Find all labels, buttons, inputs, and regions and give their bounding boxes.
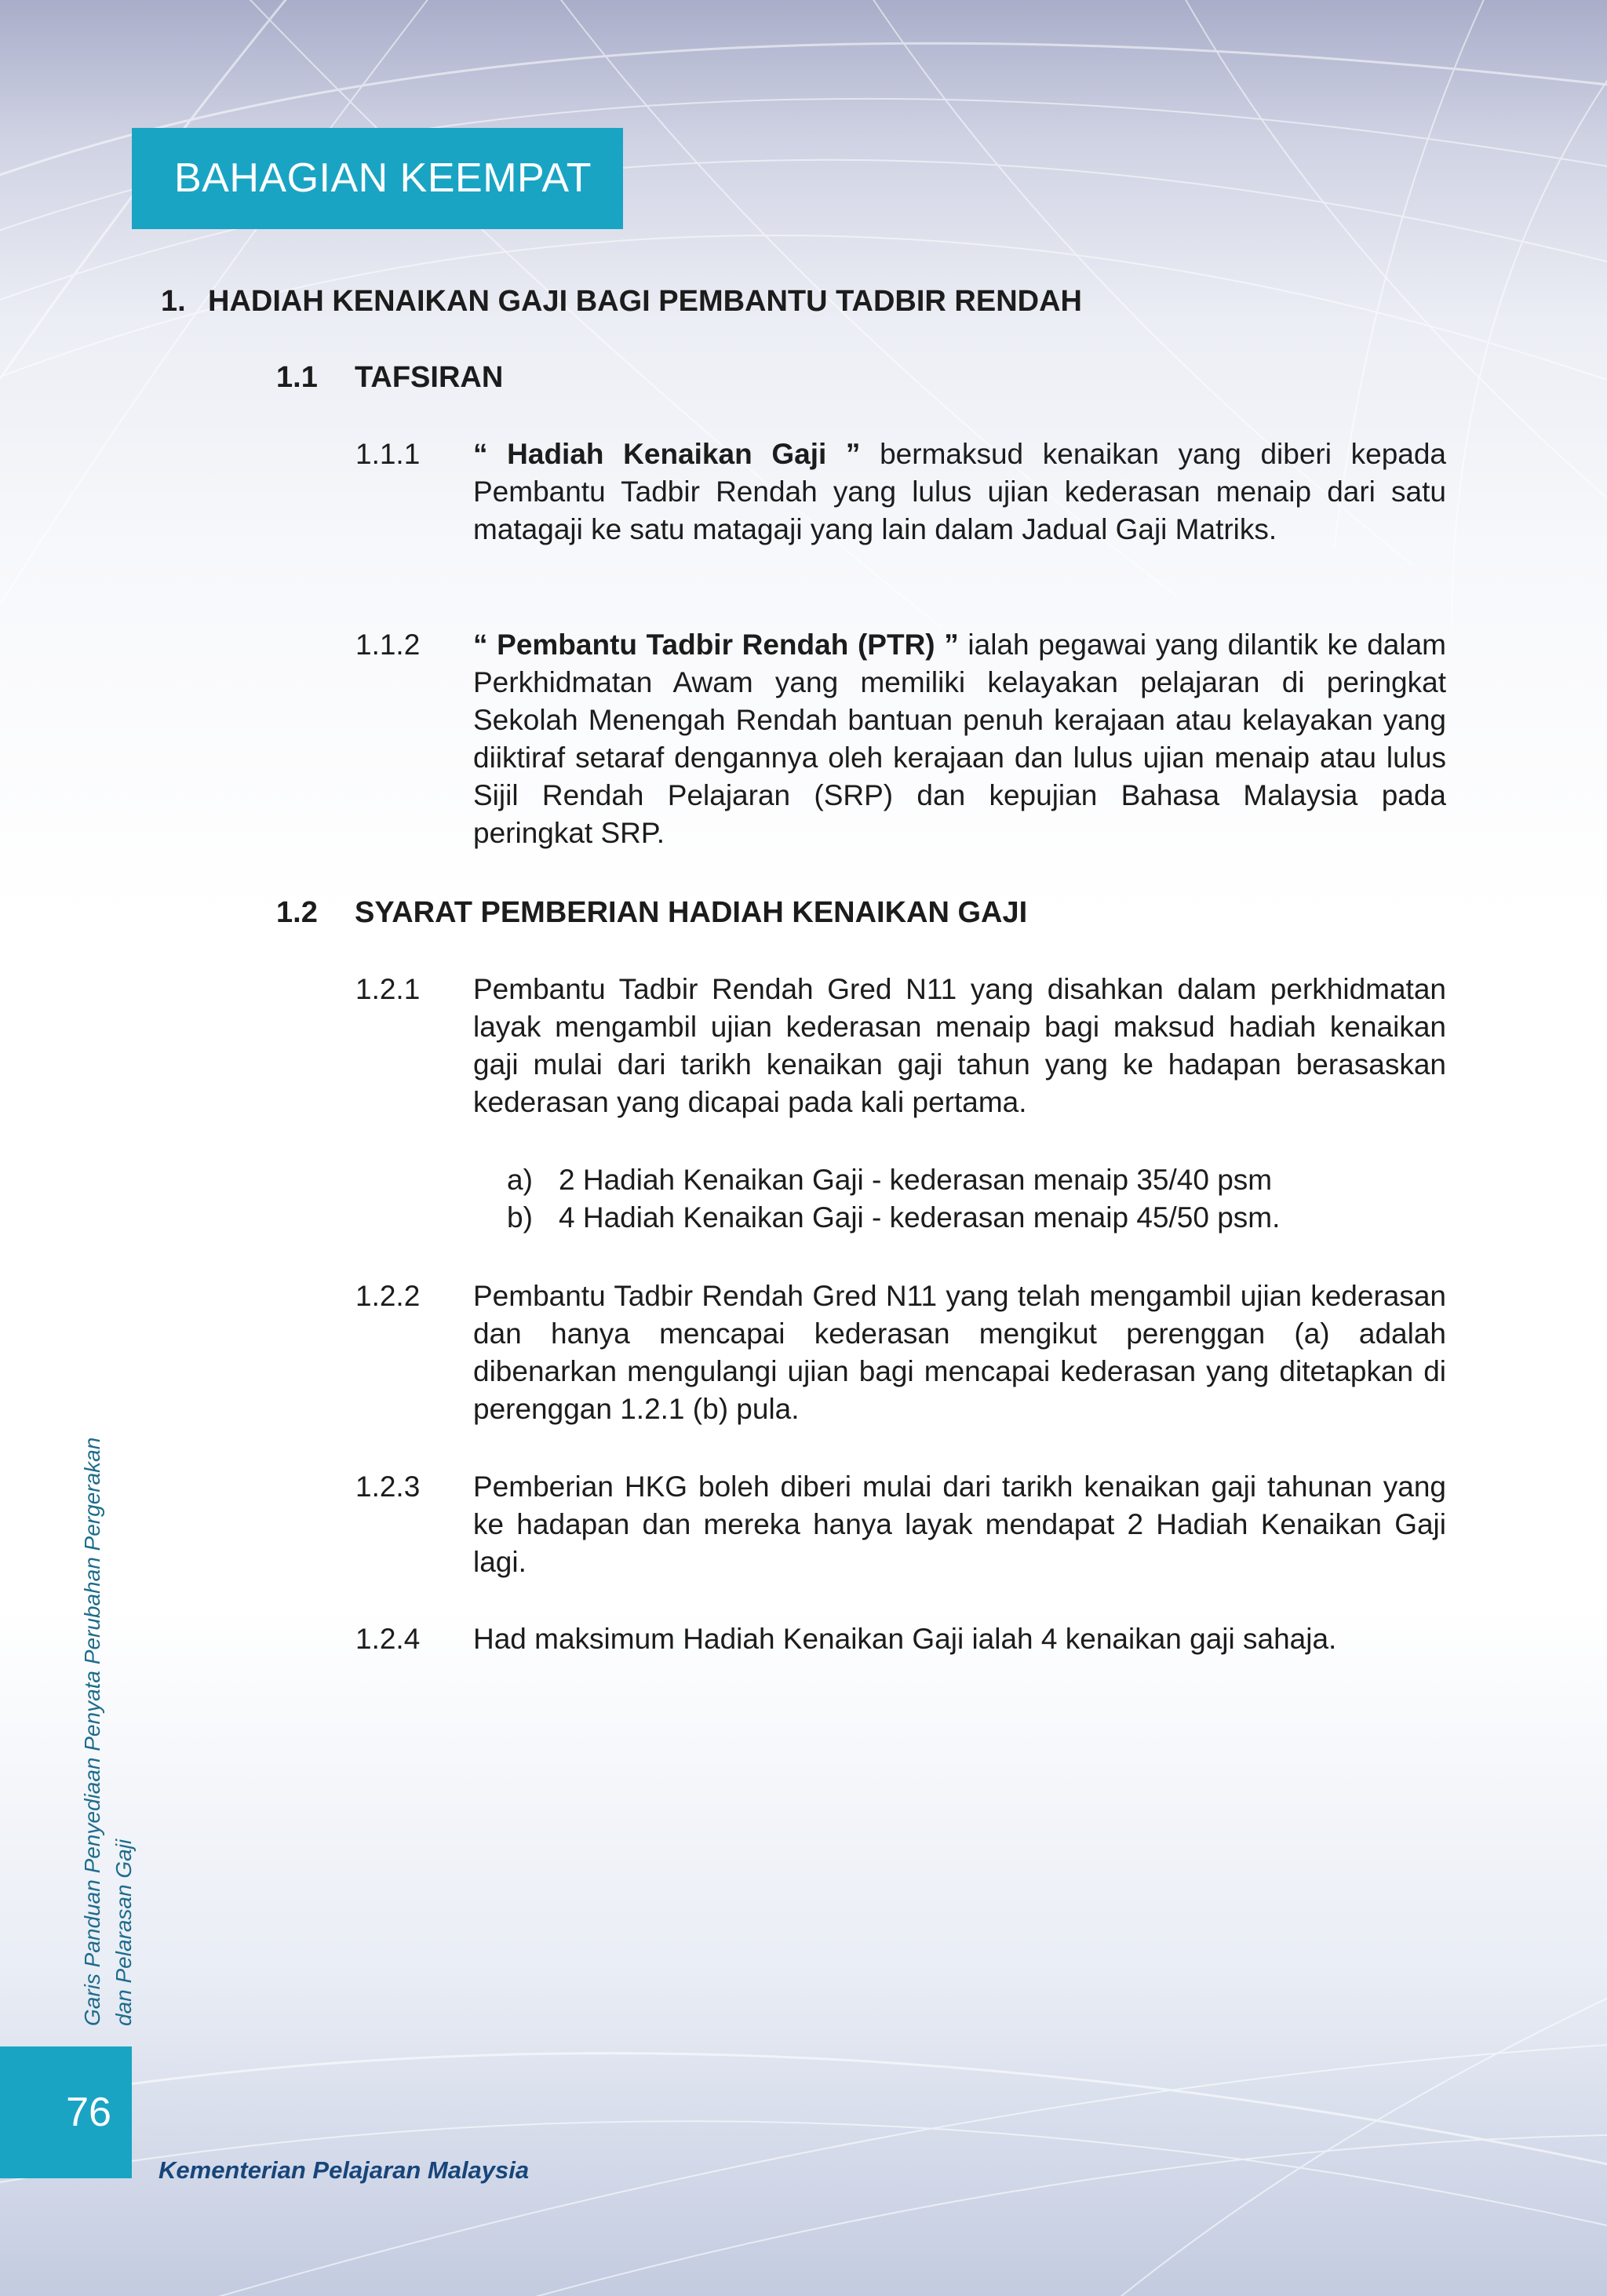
clause-text: Pembantu Tadbir Rendah Gred N11 yang telah mengambil ujian kederasan dan hanya mencapai kederasan mengikut perenggan (a) adalah dibenarkan mengulangi ujian bagi mencapai kederasan yang ditetapkan di perenggan 1.2.1 (b) pula. bbox=[473, 1280, 1446, 1425]
page-number: 76 bbox=[66, 2090, 111, 2135]
section-header-title: BAHAGIAN KEEMPAT bbox=[174, 155, 592, 201]
subsection-number: 1.1 bbox=[276, 361, 318, 394]
section-number: 1. bbox=[161, 285, 186, 318]
clause-number: 1.2.1 bbox=[355, 973, 421, 1005]
clause-text bbox=[473, 626, 1446, 852]
list-item-label: b) bbox=[507, 1201, 533, 1234]
clause-number: 1.2.2 bbox=[355, 1280, 421, 1312]
sidebar-line-1: Garis Panduan Penyediaan Penyata Perubahan Pergerakan bbox=[80, 1437, 104, 2026]
list-item-text: 4 Hadiah Kenaikan Gaji - kederasan menaip 45/50 psm. bbox=[559, 1201, 1281, 1234]
clause-text: Pemberian HKG boleh diberi mulai dari tarikh kenaikan gaji tahunan yang ke hadapan dan mereka hanya layak mendapat 2 Hadiah Kenaikan Gaji lagi. bbox=[473, 1471, 1446, 1578]
list-item-label: a) bbox=[507, 1164, 533, 1196]
clause-number: 1.1.2 bbox=[355, 629, 421, 661]
section-title: HADIAH KENAIKAN GAJI BAGI PEMBANTU TADBIR RENDAH bbox=[208, 285, 1082, 318]
document-title-sidebar bbox=[77, 1438, 140, 2026]
subsection-title: TAFSIRAN bbox=[355, 361, 504, 394]
section-header bbox=[132, 128, 623, 229]
clause-text bbox=[473, 436, 1446, 548]
list-item-a bbox=[507, 1161, 1272, 1199]
clause-number: 1.2.4 bbox=[355, 1623, 421, 1655]
page-number-box bbox=[0, 2046, 132, 2178]
list-item-b bbox=[507, 1199, 1280, 1237]
clause-text: Had maksimum Hadiah Kenaikan Gaji ialah 4 kenaikan gaji sahaja. bbox=[473, 1623, 1337, 1655]
definition-text: bermaksud kenaikan yang diberi kepada Pembantu Tadbir Rendah yang lulus ujian kederasan menaip dari satu matagaji ke satu matagaji yang lain dalam Jadual Gaji Matriks. bbox=[473, 438, 1447, 545]
defined-term: “ Pembantu Tadbir Rendah (PTR) ” bbox=[473, 629, 959, 661]
defined-term: “ Hadiah Kenaikan Gaji ” bbox=[473, 438, 861, 470]
subsection-title: SYARAT PEMBERIAN HADIAH KENAIKAN GAJI bbox=[355, 896, 1028, 929]
clause-number: 1.2.3 bbox=[355, 1471, 421, 1503]
subsection-heading-1-1 bbox=[276, 357, 503, 398]
footer-publisher: Kementerian Pelajaran Malaysia bbox=[159, 2156, 530, 2184]
subsection-number: 1.2 bbox=[276, 896, 318, 929]
sidebar-line-2: dan Pelarasan Gaji bbox=[111, 1839, 136, 2026]
subsection-heading-1-2 bbox=[276, 892, 1027, 933]
definition-text: ialah pegawai yang dilantik ke dalam Perkhidmatan Awam yang memiliki kelayakan pelajaran di peringkat Sekolah Menengah Rendah bantuan penuh kerajaan atau kelayakan yang diiktiraf setaraf dengannya oleh kerajaan dan lulus ujian menaip atau lulus Sijil Rendah Pelajaran (SRP) dan kepujian Bahasa Malaysia pada peringkat SRP. bbox=[473, 629, 1446, 849]
list-item-text: 2 Hadiah Kenaikan Gaji - kederasan menaip 35/40 psm bbox=[559, 1164, 1273, 1196]
clause-number: 1.1.1 bbox=[355, 438, 421, 470]
section-heading bbox=[161, 281, 1456, 322]
clause-text: Pembantu Tadbir Rendah Gred N11 yang disahkan dalam perkhidmatan layak mengambil ujian kederasan menaip bagi maksud hadiah kenaikan gaji mulai dari tarikh kenaikan gaji tahun yang ke hadapan berasaskan kederasan yang dicapai pada kali pertama. bbox=[473, 973, 1446, 1118]
